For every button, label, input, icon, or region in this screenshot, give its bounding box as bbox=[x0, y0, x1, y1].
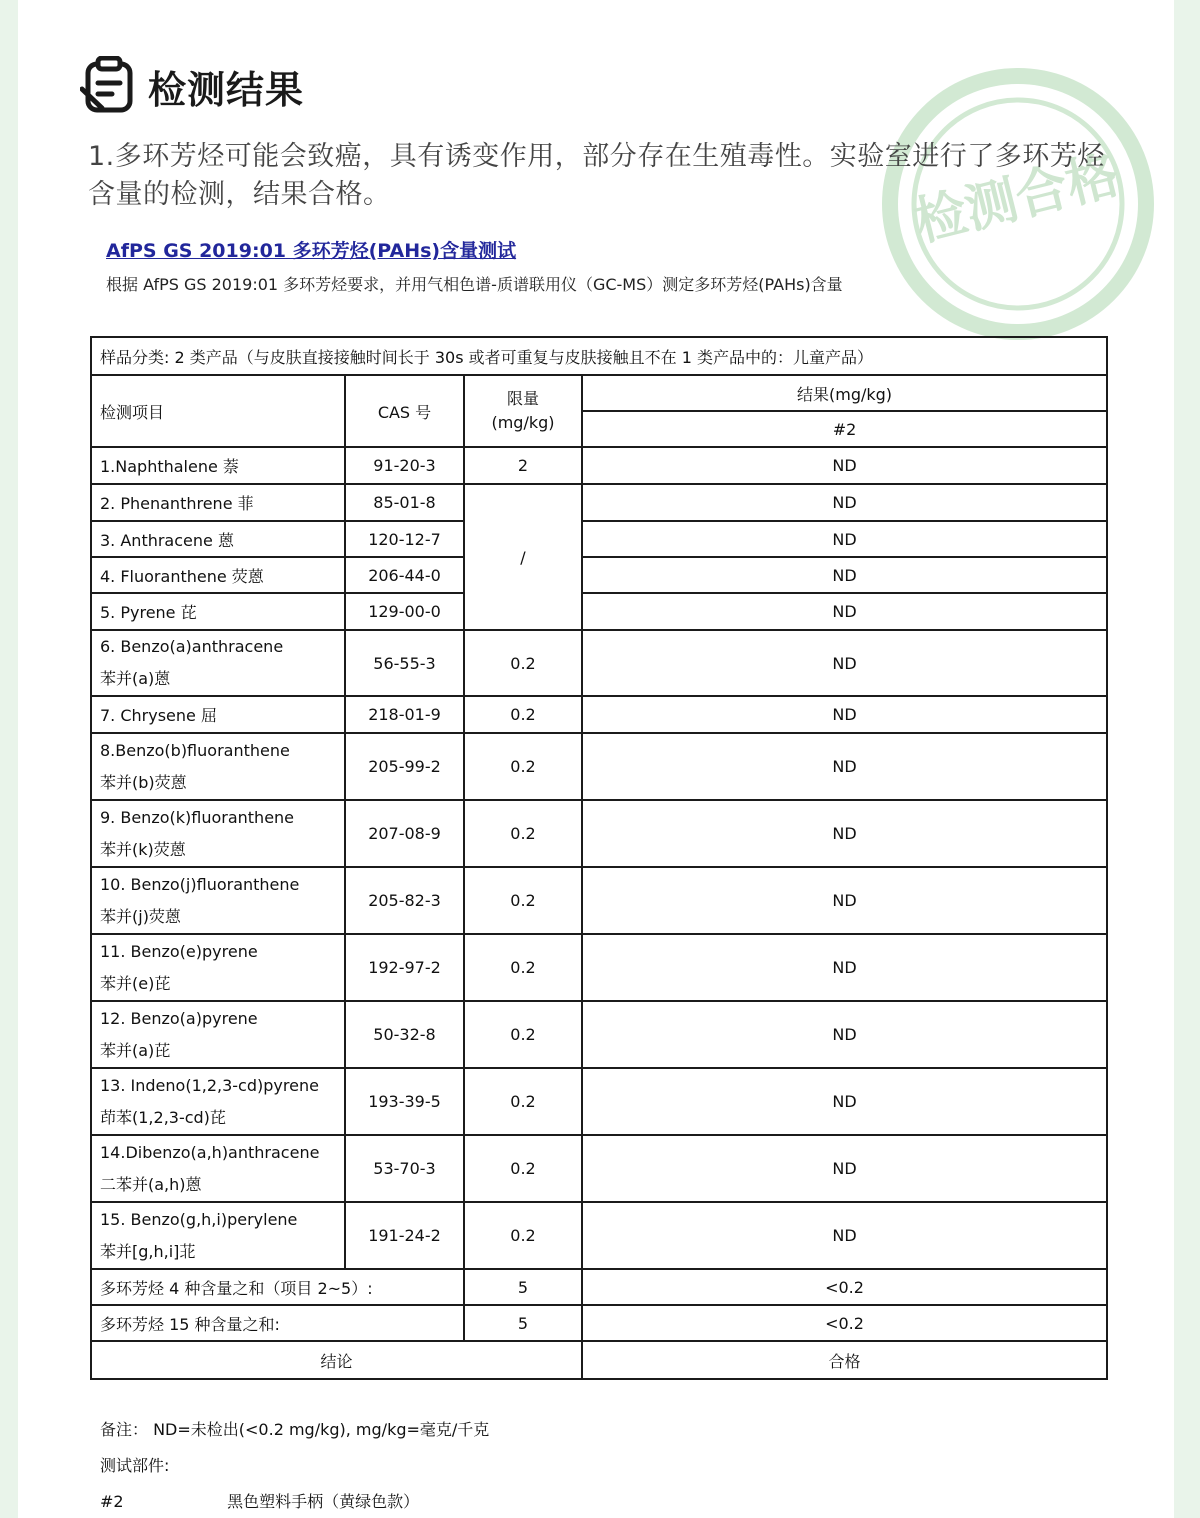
item-name-cn: 苯并(j)荧蒽 bbox=[100, 906, 181, 926]
sum4-limit: 5 bbox=[464, 1269, 582, 1305]
sample-category-row bbox=[91, 337, 1107, 375]
item-limit: 2 bbox=[464, 447, 582, 484]
item-limit: 0.2 bbox=[464, 1001, 582, 1068]
right-green-margin bbox=[1174, 0, 1200, 1518]
header-item: 检测项目 bbox=[91, 375, 345, 447]
table-row bbox=[91, 593, 1107, 630]
header-limit bbox=[464, 375, 582, 447]
table-row bbox=[91, 696, 1107, 733]
table-row bbox=[91, 1135, 1107, 1202]
item-name: 2. Phenanthrene 菲 bbox=[91, 484, 345, 521]
item-result: ND bbox=[582, 484, 1107, 521]
item-name-cn: 苯并[g,h,i]苝 bbox=[100, 1241, 196, 1261]
item-name-cn: 苯并(a)芘 bbox=[100, 1040, 171, 1060]
item-limit: 0.2 bbox=[464, 630, 582, 696]
item-cas: 53-70-3 bbox=[345, 1135, 464, 1202]
item-result: ND bbox=[582, 1001, 1107, 1068]
item-cas: 205-99-2 bbox=[345, 733, 464, 800]
item-result: ND bbox=[582, 696, 1107, 733]
item-name: 4. Fluoranthene 荧蒽 bbox=[91, 557, 345, 593]
item-name: 1.Naphthalene 萘 bbox=[91, 447, 345, 484]
report-description: 根据 AfPS GS 2019:01 多环芳烃要求，并用气相色谱-质谱联用仪（GC-MS）测定多环芳烃(PAHs)含量 bbox=[106, 275, 843, 294]
item-limit: 0.2 bbox=[464, 867, 582, 934]
header-result: 结果(mg/kg) bbox=[582, 375, 1107, 411]
item-name bbox=[91, 630, 345, 696]
item-name: 7. Chrysene 屈 bbox=[91, 696, 345, 733]
page-title: 检测结果 bbox=[148, 67, 305, 112]
item-result: ND bbox=[582, 1135, 1107, 1202]
item-name: 5. Pyrene 芘 bbox=[91, 593, 345, 630]
sum15-label: 多环芳烃 15 种含量之和: bbox=[91, 1305, 464, 1341]
item-result: ND bbox=[582, 521, 1107, 557]
item-cas: 120-12-7 bbox=[345, 521, 464, 557]
item-result: ND bbox=[582, 557, 1107, 593]
item-limit: 0.2 bbox=[464, 934, 582, 1001]
item-cas: 206-44-0 bbox=[345, 557, 464, 593]
item-cas: 85-01-8 bbox=[345, 484, 464, 521]
item-cas: 193-39-5 bbox=[345, 1068, 464, 1135]
item-limit: 0.2 bbox=[464, 696, 582, 733]
item-result: ND bbox=[582, 447, 1107, 484]
header-limit-line2: (mg/kg) bbox=[491, 413, 555, 432]
item-result: ND bbox=[582, 733, 1107, 800]
item-result: ND bbox=[582, 934, 1107, 1001]
item-result: ND bbox=[582, 800, 1107, 867]
header-sample-no: #2 bbox=[582, 411, 1107, 447]
item-name: 3. Anthracene 蒽 bbox=[91, 521, 345, 557]
table-row bbox=[91, 733, 1107, 800]
table-row bbox=[91, 521, 1107, 557]
item-name-en: 15. Benzo(g,h,i)perylene bbox=[100, 1209, 298, 1229]
conclusion-value: 合格 bbox=[582, 1341, 1107, 1379]
table-row bbox=[91, 867, 1107, 934]
item-result: ND bbox=[582, 593, 1107, 630]
item-cas: 218-01-9 bbox=[345, 696, 464, 733]
item-limit: 0.2 bbox=[464, 733, 582, 800]
item-name bbox=[91, 1135, 345, 1202]
sample-category: 样品分类: 2 类产品（与皮肤直接接触时间长于 30s 或者可重复与皮肤接触且不在 1 类产品中的：儿童产品） bbox=[91, 337, 1107, 375]
sum4-result: <0.2 bbox=[582, 1269, 1107, 1305]
item-name-cn: 苯并(k)荧蒽 bbox=[100, 839, 186, 859]
item-limit: 0.2 bbox=[464, 1202, 582, 1269]
conclusion-label: 结论 bbox=[91, 1341, 582, 1379]
table-row bbox=[91, 934, 1107, 1001]
item-limit-merged: / bbox=[464, 484, 582, 630]
test-part-description: 黑色塑料手柄（黄绿色款） bbox=[227, 1492, 420, 1511]
item-name-en: 14.Dibenzo(a,h)anthracene bbox=[100, 1142, 320, 1162]
item-name bbox=[91, 1202, 345, 1269]
pah-results-table bbox=[90, 336, 1108, 1380]
remark: 备注： ND=未检出(<0.2 mg/kg), mg/kg=毫克/千克 bbox=[100, 1420, 490, 1439]
table-row bbox=[91, 1068, 1107, 1135]
item-cas: 192-97-2 bbox=[345, 934, 464, 1001]
item-name-en: 8.Benzo(b)fluoranthene bbox=[100, 740, 290, 760]
report-title: AfPS GS 2019:01 多环芳烃(PAHs)含量测试 bbox=[106, 240, 517, 262]
section-header bbox=[80, 56, 304, 116]
table-row bbox=[91, 557, 1107, 593]
sum15-limit: 5 bbox=[464, 1305, 582, 1341]
item-cas: 91-20-3 bbox=[345, 447, 464, 484]
item-limit: 0.2 bbox=[464, 1135, 582, 1202]
sum4-row bbox=[91, 1269, 1107, 1305]
clipboard-check-icon bbox=[80, 56, 136, 116]
item-name-cn: 茚苯(1,2,3-cd)芘 bbox=[100, 1107, 226, 1127]
test-part-id: #2 bbox=[100, 1492, 124, 1511]
conclusion-row bbox=[91, 1341, 1107, 1379]
item-name-cn: 苯并(a)蒽 bbox=[100, 669, 171, 688]
item-cas: 207-08-9 bbox=[345, 800, 464, 867]
table-row bbox=[91, 447, 1107, 484]
item-cas: 129-00-0 bbox=[345, 593, 464, 630]
item-name bbox=[91, 934, 345, 1001]
sum15-result: <0.2 bbox=[582, 1305, 1107, 1341]
item-name-en: 9. Benzo(k)fluoranthene bbox=[100, 807, 295, 827]
test-part-row bbox=[100, 1490, 489, 1518]
item-cas: 205-82-3 bbox=[345, 867, 464, 934]
item-cas: 191-24-2 bbox=[345, 1202, 464, 1269]
item-name-en: 11. Benzo(e)pyrene bbox=[100, 941, 258, 961]
item-name-cn: 苯并(e)芘 bbox=[100, 973, 171, 993]
item-result: ND bbox=[582, 630, 1107, 696]
item-limit: 0.2 bbox=[464, 1068, 582, 1135]
item-result: ND bbox=[582, 1068, 1107, 1135]
item-name bbox=[91, 1001, 345, 1068]
item-name-en: 10. Benzo(j)fluoranthene bbox=[100, 874, 300, 894]
notes-section bbox=[100, 1418, 489, 1518]
table-row bbox=[91, 630, 1107, 696]
table-header-row bbox=[91, 375, 1107, 411]
table-row bbox=[91, 800, 1107, 867]
item-name bbox=[91, 1068, 345, 1135]
test-parts-label: 测试部件: bbox=[100, 1456, 170, 1475]
table-row bbox=[91, 1202, 1107, 1269]
item-cas: 56-55-3 bbox=[345, 630, 464, 696]
table-row bbox=[91, 1001, 1107, 1068]
item-cas: 50-32-8 bbox=[345, 1001, 464, 1068]
item-result: ND bbox=[582, 1202, 1107, 1269]
item-name-en: 6. Benzo(a)anthracene bbox=[100, 637, 284, 656]
item-result: ND bbox=[582, 867, 1107, 934]
item-name-en: 12. Benzo(a)pyrene bbox=[100, 1008, 258, 1028]
left-green-margin bbox=[0, 0, 18, 1518]
stamp-text: 检测合格 bbox=[908, 144, 1125, 254]
intro-paragraph: 1.多环芳烃可能会致癌，具有诱变作用，部分存在生殖毒性。实验室进行了多环芳烃含量的检测，结果合格。 bbox=[88, 141, 1105, 210]
item-name-cn: 苯并(b)荧蒽 bbox=[100, 772, 187, 792]
item-name bbox=[91, 867, 345, 934]
item-limit: 0.2 bbox=[464, 800, 582, 867]
item-name-en: 13. Indeno(1,2,3-cd)pyrene bbox=[100, 1075, 319, 1095]
item-name-cn: 二苯并(a,h)蒽 bbox=[100, 1174, 202, 1194]
table-row bbox=[91, 484, 1107, 521]
sum15-row bbox=[91, 1305, 1107, 1341]
header-limit-line1: 限量 bbox=[506, 389, 539, 408]
sum4-label: 多环芳烃 4 种含量之和（项目 2~5）: bbox=[91, 1269, 464, 1305]
item-name bbox=[91, 800, 345, 867]
header-cas: CAS 号 bbox=[345, 375, 464, 447]
item-name bbox=[91, 733, 345, 800]
